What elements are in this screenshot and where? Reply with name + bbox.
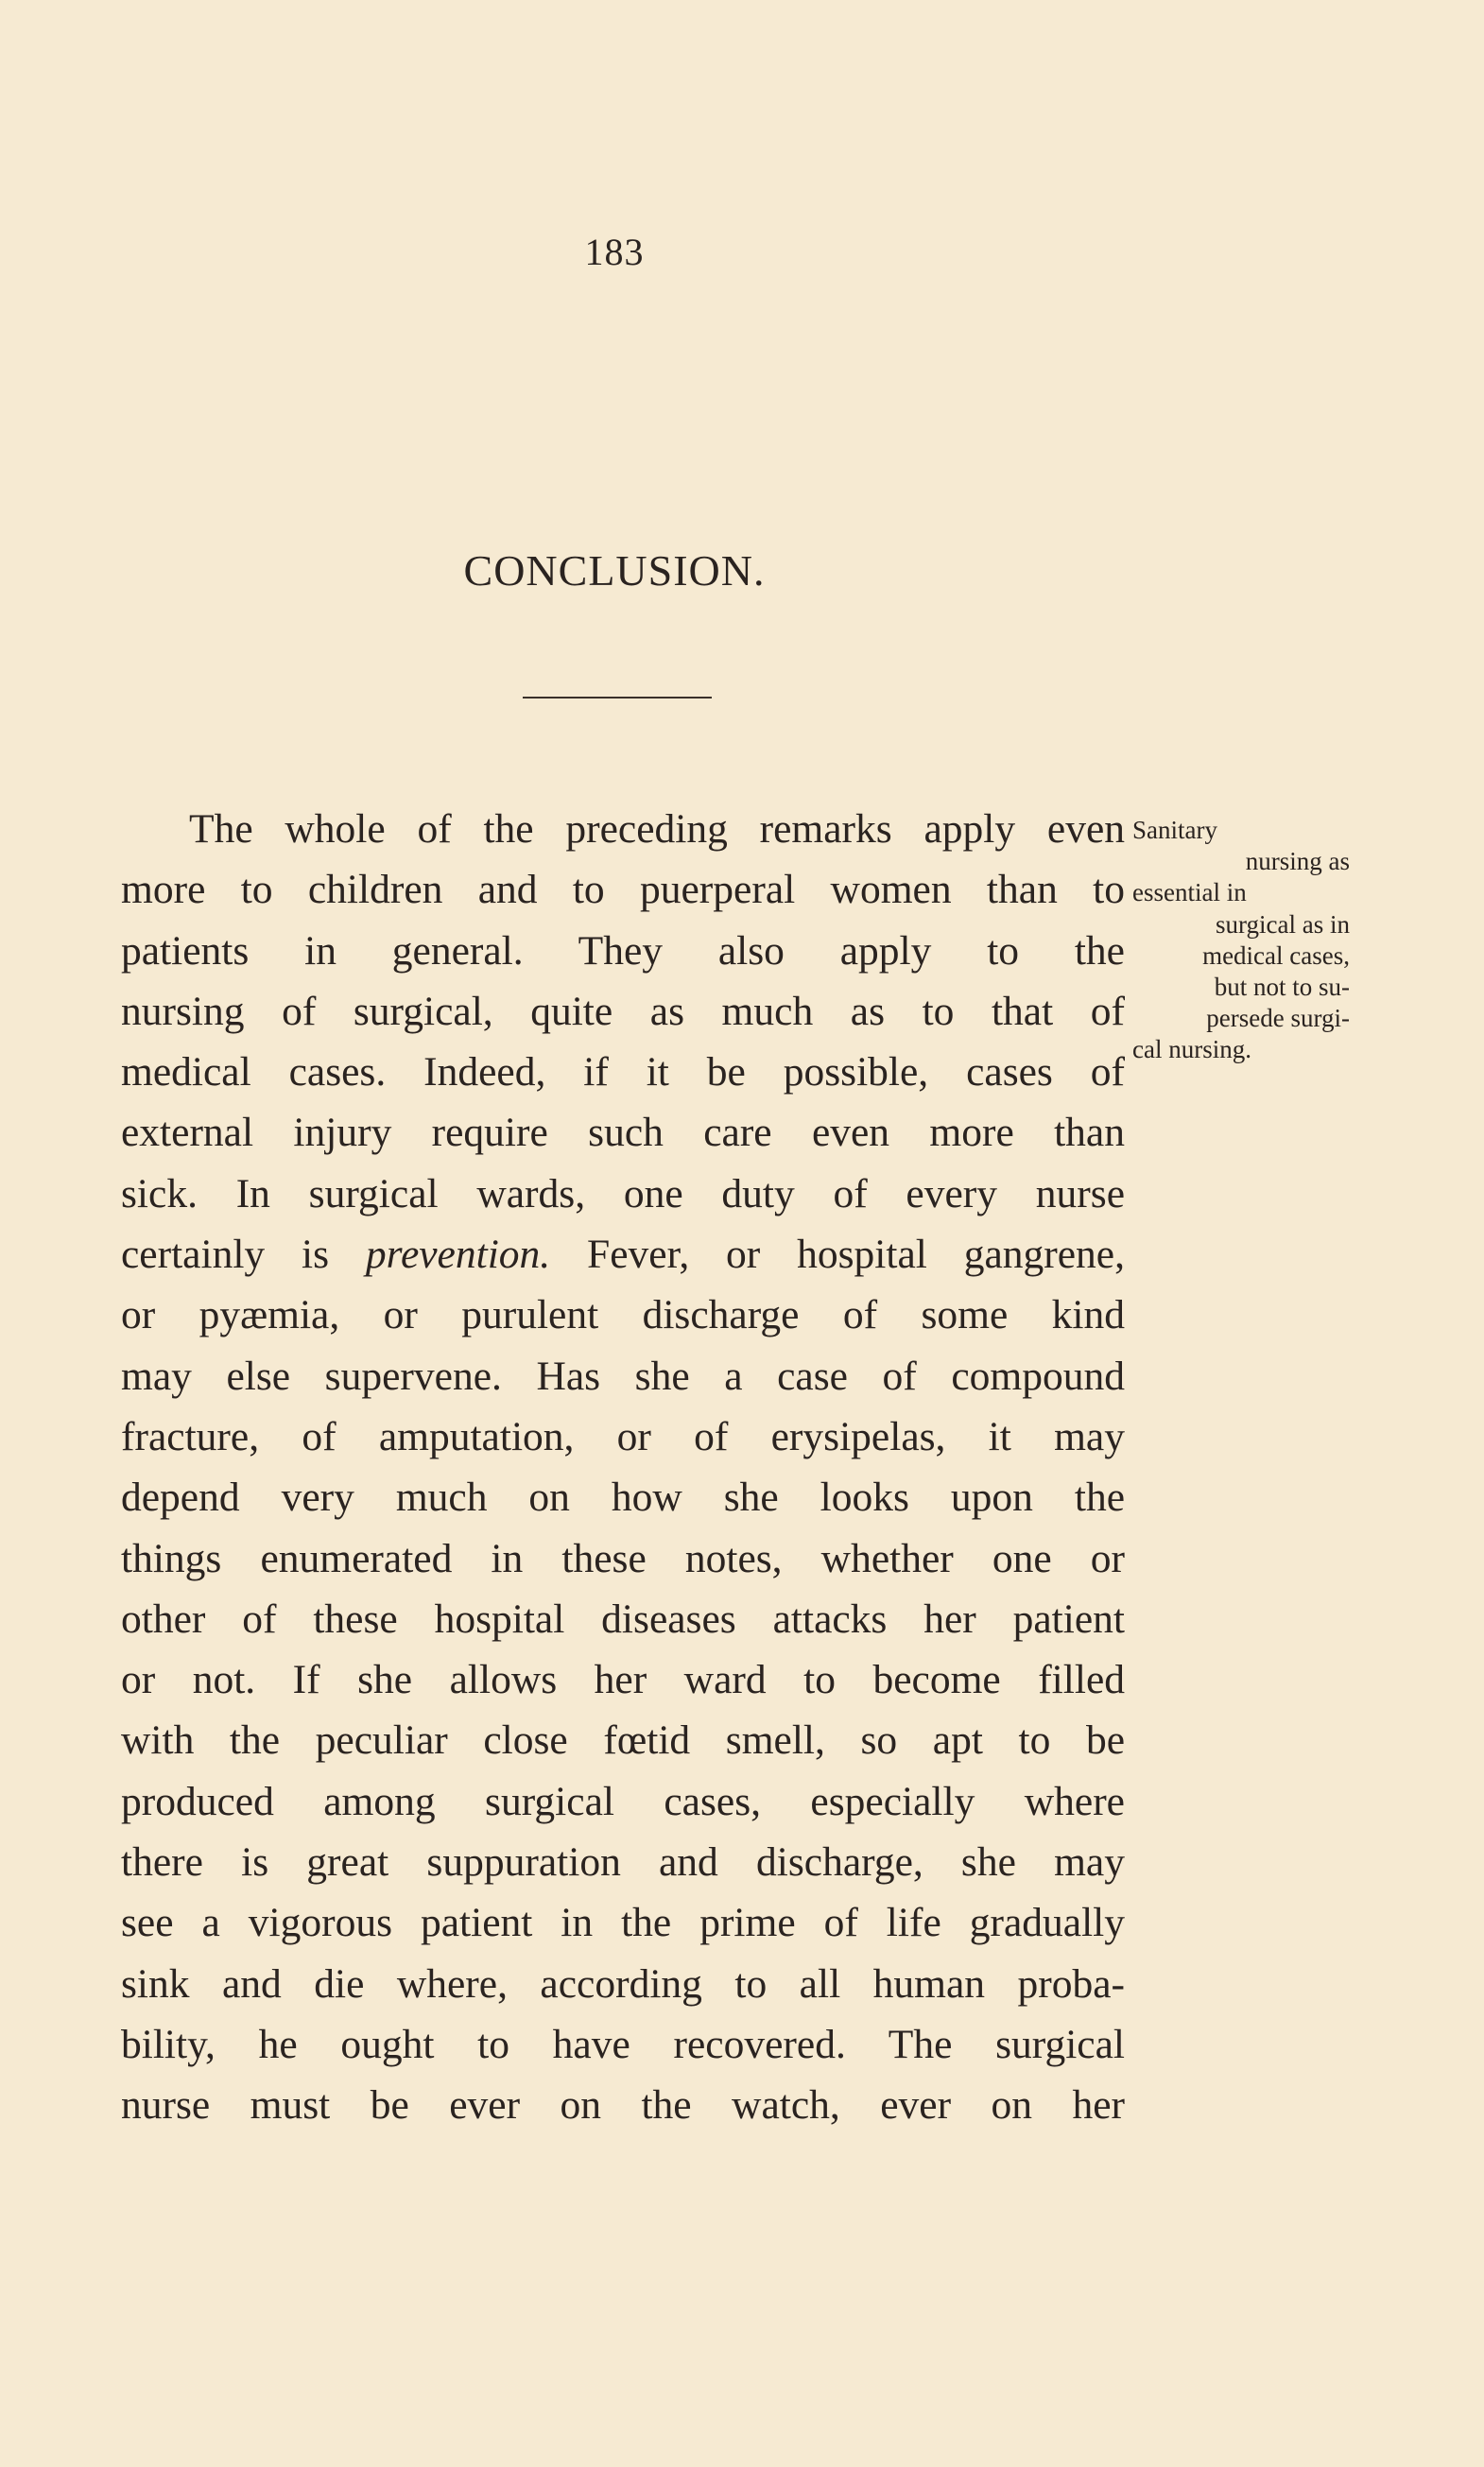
text-line: bility, he ought to have recovered. The surgical bbox=[121, 2021, 1125, 2067]
text-line: things enumerated in these notes, whether one or bbox=[121, 1535, 1125, 1581]
text-line: depend very much on how she looks upon the bbox=[121, 1475, 1125, 1521]
text-line: medical cases. Indeed, if it be possible, cases of bbox=[121, 1049, 1125, 1095]
text-line: more to children and to puerperal women than to bbox=[121, 867, 1125, 913]
text-line: other of these hospital diseases attacks her patient bbox=[121, 1596, 1125, 1642]
text-line: The whole of the preceding remarks apply even bbox=[189, 806, 1125, 852]
text-line: patients in general. They also apply to the bbox=[121, 927, 1125, 974]
chapter-heading: CONCLUSION. bbox=[463, 546, 766, 595]
emphasis-prevention: prevention. bbox=[365, 1232, 551, 1278]
marginal-line: medical cases, bbox=[1202, 940, 1350, 970]
text-line: nursing of surgical, quite as much as to that of bbox=[121, 988, 1125, 1034]
text-line: or not. If she allows her ward to become filled bbox=[121, 1657, 1125, 1703]
marginal-note bbox=[1132, 815, 1350, 1066]
marginal-line: essential in bbox=[1132, 878, 1247, 907]
text-line bbox=[121, 1224, 1125, 1285]
marginal-line: cal nursing. bbox=[1132, 1035, 1251, 1064]
heading-rule bbox=[523, 697, 712, 699]
marginal-line: but not to su- bbox=[1214, 973, 1350, 1002]
text-line: fracture, of amputation, or of erysipelas, it may bbox=[121, 1413, 1125, 1459]
text-line: external injury require such care even more than bbox=[121, 1110, 1125, 1156]
text-line: or pyæmia, or purulent discharge of some kind bbox=[121, 1292, 1125, 1338]
text-run: certainly is bbox=[121, 1232, 366, 1278]
text-line: may else supervene. Has she a case of compound bbox=[121, 1353, 1125, 1399]
text-line: nurse must be ever on the watch, ever on her bbox=[121, 2082, 1125, 2129]
marginal-line: nursing as bbox=[1245, 847, 1350, 876]
text-line: sick. In surgical wards, one duty of every nurse bbox=[121, 1170, 1125, 1216]
marginal-line: persede surgi- bbox=[1206, 1004, 1350, 1033]
body-text bbox=[121, 799, 1125, 2136]
text-run: Fever, or hospital gangrene, bbox=[550, 1232, 1125, 1278]
text-line: see a vigorous patient in the prime of life gradually bbox=[121, 1900, 1125, 1946]
marginal-line: surgical as in bbox=[1216, 909, 1350, 939]
marginal-line: Sanitary bbox=[1132, 816, 1217, 844]
text-line: produced among surgical cases, especially where bbox=[121, 1778, 1125, 1824]
text-line: with the peculiar close fœtid smell, so apt to be bbox=[121, 1717, 1125, 1764]
text-line: there is great suppuration and discharge, she may bbox=[121, 1839, 1125, 1886]
page-number: 183 bbox=[584, 231, 645, 273]
text-line: sink and die where, according to all human proba- bbox=[121, 1960, 1125, 2007]
